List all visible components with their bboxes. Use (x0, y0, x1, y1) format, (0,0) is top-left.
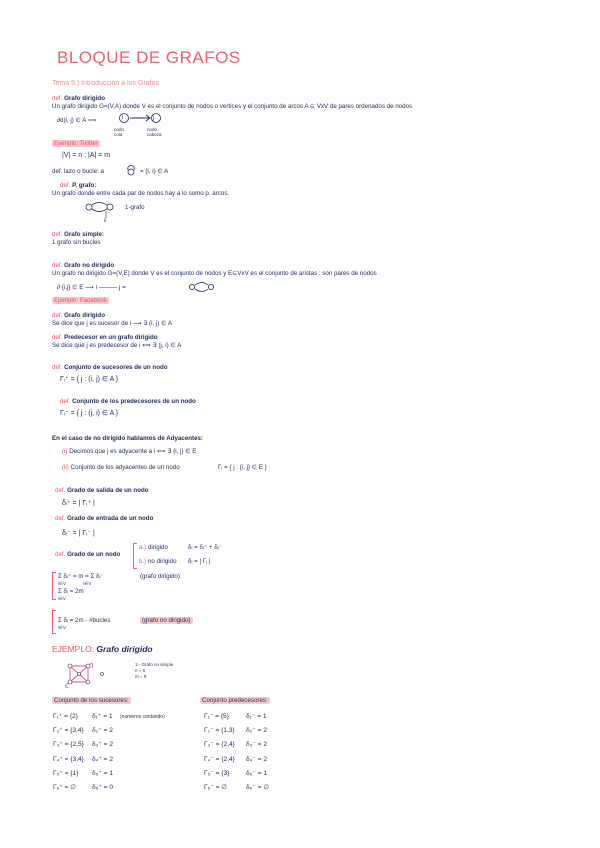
def-head: P. grafo: (72, 182, 97, 189)
set-formula: Γ₅⁻ = {3} (204, 769, 230, 777)
def-head: Grado de entrada de un nodo (67, 515, 154, 522)
formula-adyacentes: Γᵢ = { j : {i, j} ∈ E } (218, 464, 267, 471)
degree-formula: δ₅⁺ = 1 (92, 769, 113, 777)
def-head: Conjunto de sucesores de un nodo (64, 364, 168, 371)
item-text: no dirigido (147, 558, 177, 565)
def-tag: def. (55, 515, 66, 522)
node-i-label: i (122, 114, 124, 121)
degree-formula: δ₂⁺ = 2 (92, 727, 113, 735)
ejemplo-label: Ejemplo: Twitter (54, 140, 98, 147)
predecesores-heading (200, 697, 270, 705)
sum-2m-sub: i∈V (58, 596, 66, 601)
formula-grado-salida: δᵢ⁺ = | Γᵢ⁺ | (62, 500, 95, 507)
heading-text: Conjunto predecesores: (202, 697, 268, 704)
degree-formula: δ₃⁻ = 2 (246, 741, 268, 749)
degree-formula: δ₆⁻ = ∅ (246, 784, 270, 791)
sucesor-body: Se dice que j es sucesor de i ⟶ ∃ (i, j) ∈ A (52, 320, 172, 327)
ejemplo-twitter (52, 140, 100, 148)
degree-formula: δ₃⁺ = 2 (92, 741, 114, 749)
formula-edge: ∂ {i,j} ∈ E ⟶ i ——— j = (57, 284, 126, 291)
formula-arc: ∂d(i, j) ∈ A ⟹ (57, 117, 97, 124)
def-conjunto-sucesores (52, 364, 168, 372)
sum-2m: Σ δᵢ = 2m (58, 588, 84, 595)
example-note: m = 9 (135, 674, 147, 679)
nodo-cola-label: nodo cola (114, 127, 125, 137)
def-tag: def. (52, 95, 63, 102)
def-grado-salida (55, 487, 149, 495)
sum-bracket (52, 610, 56, 634)
def-body: Un grafo dirigido G=(V,A) donde V es el conjunto de nodos o vertices y el conjunto de arcos A ⊆ VxV de pares ordenados de nodos (52, 103, 413, 110)
grafo-simple-body: 1 grafo sin bucles (52, 239, 101, 246)
page-subtitle: Tema 5.) Introducción a los Grafos (52, 80, 159, 87)
def-pgrafo (60, 182, 96, 190)
sucesores-heading (52, 697, 131, 705)
degree-formula: δ₄⁺ = 2 (92, 755, 114, 763)
def-tag: def. (52, 334, 63, 341)
predecesor-body: Se dice que j es predecesor de i ⟺ ∃ (j, i) ∈ A (52, 342, 182, 349)
item-tag: (i) (62, 448, 68, 455)
sum-dirigido-note: (grafo dirigido) (140, 573, 180, 580)
def-tag: def. (52, 231, 63, 238)
def-sucesor (52, 312, 105, 320)
degree-formula: δ₆⁺ = 0 (92, 784, 113, 791)
def-head: Conjunto de los predecesores de un nodo (72, 398, 196, 405)
def-tag: def. (52, 364, 63, 371)
degree-formula: δ₁⁻ = 1 (246, 713, 267, 720)
node-j-label: j (153, 114, 155, 121)
nodo-cabeza-label: nodo cabeza (147, 127, 162, 137)
item-tag: a.) (139, 544, 147, 551)
formula-grado-no-dirigido: δᵢ = | Γᵢ | (188, 558, 211, 565)
set-formula: Γ₆⁻ = ∅ (204, 784, 228, 791)
example-note: n = 6 (135, 668, 146, 673)
sum-no-dirigido: Σ δᵢ = 2m - #bucles (58, 617, 111, 624)
degree-formula: δ₁⁺ = 1 (92, 713, 113, 720)
def-tag: def. (60, 182, 71, 189)
ejemplo-facebook (52, 297, 109, 305)
sum-no-dirigido-sub: i∈V (58, 625, 66, 630)
def-head: Grafo simple: (64, 231, 104, 238)
def-tag: def. (55, 551, 66, 558)
def-tag: def. (55, 487, 66, 494)
example-note: 1.- Grafo no simple (135, 662, 174, 667)
double-arc-icon (188, 280, 216, 294)
def-grafo-no-dirigido (52, 262, 114, 270)
formula-grado-dirigido: δᵢ = δᵢ⁺ + δᵢ⁻ (188, 544, 222, 551)
pgrafo-fig-label: 1-grafo (125, 204, 145, 211)
def-tag: def. (60, 398, 71, 405)
set-formula: Γ₁⁺ = {2} (53, 713, 78, 720)
set-formula: Γ₂⁻ = {1,3} (204, 727, 235, 735)
set-formula: Γ₃⁻ = {2,4} (204, 741, 235, 749)
ejemplo-label: Ejemplo: Facebook (54, 297, 107, 304)
def-grado-nodo (55, 551, 120, 559)
row-note: (numeros contando) (120, 714, 165, 720)
sum-brace (52, 572, 56, 600)
pgrafo-body: Un grafo donde entre cada par de nodos hay a lo sumo p. arcos. (52, 190, 230, 197)
set-formula: Γ₃⁺ = {2,5} (53, 741, 84, 749)
item-text: Conjunto de los adyacentes de un nodo (70, 464, 180, 471)
grado-dirigido (139, 544, 168, 552)
item-tag: (ii) (62, 464, 69, 471)
ejemplo-heading (52, 644, 153, 654)
grafo-no-dirigido-body: Un grafo no dirigido G=(V,E) donde V es el conjunto de nodos y E⊆VxV es el conjunto de aristas : son pares de nodos (52, 270, 377, 277)
formula-predecesores: Γᵢ⁻ = { j : (j, i) ∈ A } (60, 410, 119, 417)
degree-formula: δ₅⁻ = 1 (246, 769, 267, 777)
def-head: Predecesor en un grafo dirigido (64, 334, 158, 341)
set-formula: Γ₂⁺ = {3,4} (53, 727, 84, 735)
arc-arrow-icon (118, 112, 168, 126)
adyacentes-intro: En el caso de no dirigido hablamos de Adyacentes: (52, 435, 204, 442)
set-formula: Γ₄⁺ = {3,4} (53, 755, 84, 763)
set-formula: Γ₆⁺ = ∅ (53, 784, 77, 791)
sum-dirigido: Σ δᵢ⁺ = m = Σ δᵢ⁻ (58, 573, 104, 580)
def-head: Grafo dirigido (64, 312, 105, 319)
def-grado-entrada (55, 515, 153, 523)
item-text: dirigido (147, 544, 168, 551)
ejemplo-label: EJEMPLO: (52, 644, 95, 654)
def-lazo: def. lazo o bucle: a (52, 168, 104, 175)
note-text: (grafo no dirigido) (142, 617, 191, 624)
formula-grado-entrada: δᵢ⁻ = | Γᵢ⁻ | (62, 530, 95, 537)
degree-formula: δ₄⁻ = 2 (246, 755, 268, 763)
page-title: BLOQUE DE GRAFOS (57, 48, 241, 67)
def-conjunto-predecesores (60, 398, 196, 406)
ejemplo-head: Grafo dirigido (96, 644, 153, 654)
adyacentes-item-1 (62, 448, 196, 456)
sum-no-dirigido-note (140, 617, 193, 625)
loop-icon (123, 163, 139, 177)
def-head: Grafo dirigido (64, 95, 105, 102)
formula-nm: |V| = n ; |A| = m (62, 152, 111, 159)
def-tag: def. (52, 312, 63, 319)
formula-sucesores: Γᵢ⁺ = { j : (i, j) ∈ A } (60, 376, 119, 383)
item-tag: b.) (139, 558, 147, 565)
def-grafo-dirigido (52, 95, 105, 103)
set-formula: Γ₄⁻ = {2,4} (204, 755, 235, 763)
set-formula: Γ₅⁺ = {1} (53, 769, 79, 777)
def-head: Grafo no dirigido (64, 262, 115, 269)
def-head: Grado de salida de un nodo (67, 487, 149, 494)
lazo-rhs: = (i, i) ∈ A (140, 168, 169, 175)
def-tag: def. (52, 262, 63, 269)
example-graph-icon (58, 658, 128, 694)
item-text: Decimos que j es adyacente a i ⟺ ∃ {i, j} ∈ E (69, 448, 197, 455)
heading-text: Conjunto de los sucesores: (54, 697, 129, 704)
degree-formula: δ₂⁻ = 2 (246, 727, 267, 735)
adyacentes-item-2 (62, 464, 180, 472)
multi-arc-icon (84, 199, 118, 223)
sum-dirigido-sub: i∈V i∈V (58, 581, 92, 586)
grado-brace (133, 543, 137, 569)
set-formula: Γ₁⁻ = {5} (204, 713, 229, 720)
def-grafo-simple (52, 231, 104, 239)
grado-no-dirigido (139, 558, 177, 566)
def-predecesor (52, 334, 158, 342)
def-head: Grado de un nodo (67, 551, 121, 558)
pgrafo-k: k (104, 218, 107, 223)
